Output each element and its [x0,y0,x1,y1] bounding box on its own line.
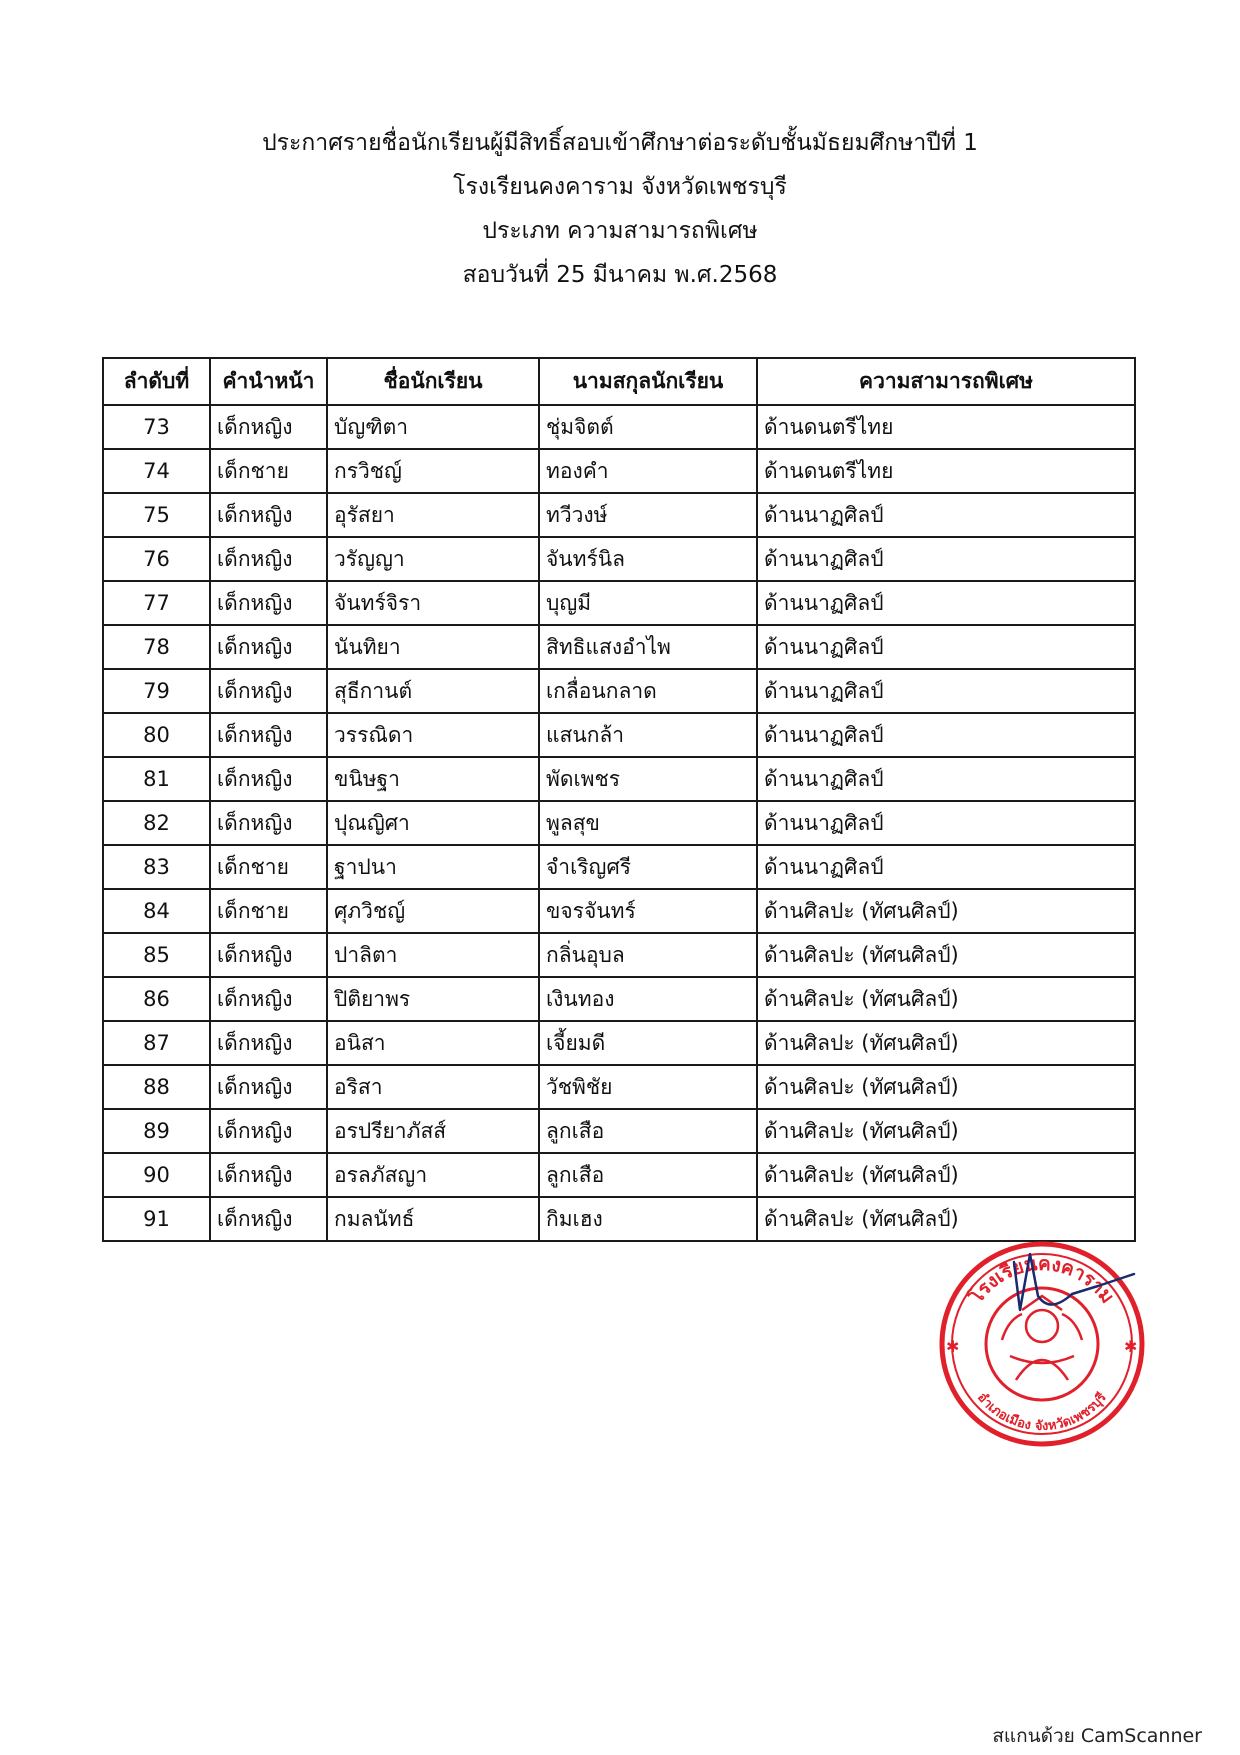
cell-skill: ด้านนาฏศิลป์ [757,669,1135,713]
cell-skill: ด้านนาฏศิลป์ [757,537,1135,581]
announcement-title: ประกาศรายชื่อนักเรียนผู้มีสิทธิ์สอบเข้าศึกษาต่อระดับชั้นมัธยมศึกษาปีที่ 1 [262,130,978,156]
cell-number: 87 [103,1021,210,1065]
cell-surname: ลูกเสือ [539,1109,757,1153]
cell-prefix: เด็กหญิง [210,1197,327,1241]
cell-prefix: เด็กหญิง [210,1021,327,1065]
cell-prefix: เด็กหญิง [210,757,327,801]
cell-name: ปุณญิศา [327,801,539,845]
school-seal [938,1240,1146,1448]
cell-surname: เจี้ยมดี [539,1021,757,1065]
table-row [103,845,1135,889]
table-row [103,757,1135,801]
cell-surname: แสนกล้า [539,713,757,757]
cell-number: 80 [103,713,210,757]
column-header-prefix: คำนำหน้า [210,358,327,405]
cell-prefix: เด็กหญิง [210,493,327,537]
cell-skill: ด้านนาฏศิลป์ [757,493,1135,537]
cell-skill: ด้านศิลปะ (ทัศนศิลป์) [757,889,1135,933]
table-row [103,713,1135,757]
cell-number: 77 [103,581,210,625]
cell-prefix: เด็กชาย [210,889,327,933]
column-header-skill: ความสามารถพิเศษ [757,358,1135,405]
cell-surname: สิทธิแสงอำไพ [539,625,757,669]
table-row [103,801,1135,845]
cell-prefix: เด็กหญิง [210,405,327,449]
cell-skill: ด้านศิลปะ (ทัศนศิลป์) [757,1021,1135,1065]
cell-number: 91 [103,1197,210,1241]
cell-prefix: เด็กชาย [210,449,327,493]
cell-name: ฐาปนา [327,845,539,889]
admission-category: ประเภท ความสามารถพิเศษ [482,218,758,244]
cell-name: อนิสา [327,1021,539,1065]
cell-name: ปิติยาพร [327,977,539,1021]
cell-name: กมลนัทธ์ [327,1197,539,1241]
student-table [102,357,1136,1242]
cell-name: สุธีกานต์ [327,669,539,713]
table-row [103,405,1135,449]
cell-skill: ด้านนาฏศิลป์ [757,581,1135,625]
seal-text-bottom: อำเภอเมือง จังหวัดเพชรบุรี [974,1390,1110,1435]
cell-name: อุรัสยา [327,493,539,537]
table-row [103,889,1135,933]
table-row [103,977,1135,1021]
cell-skill: ด้านดนตรีไทย [757,449,1135,493]
cell-number: 83 [103,845,210,889]
cell-skill: ด้านนาฏศิลป์ [757,801,1135,845]
cell-prefix: เด็กหญิง [210,933,327,977]
cell-skill: ด้านศิลปะ (ทัศนศิลป์) [757,1153,1135,1197]
cell-number: 74 [103,449,210,493]
cell-skill: ด้านดนตรีไทย [757,405,1135,449]
table-row [103,1109,1135,1153]
cell-prefix: เด็กหญิง [210,581,327,625]
table-row [103,669,1135,713]
cell-surname: พัดเพชร [539,757,757,801]
cell-surname: จำเริญศรี [539,845,757,889]
svg-text:✱: ✱ [1124,1337,1138,1356]
cell-surname: ทองคำ [539,449,757,493]
student-table-container [102,357,1136,1242]
cell-prefix: เด็กหญิง [210,537,327,581]
cell-number: 85 [103,933,210,977]
cell-name: จันทร์จิรา [327,581,539,625]
seal-emblem [1002,1296,1082,1380]
cell-name: นันทิยา [327,625,539,669]
cell-prefix: เด็กหญิง [210,977,327,1021]
cell-surname: พูลสุข [539,801,757,845]
cell-number: 81 [103,757,210,801]
cell-number: 90 [103,1153,210,1197]
cell-skill: ด้านศิลปะ (ทัศนศิลป์) [757,1065,1135,1109]
cell-skill: ด้านศิลปะ (ทัศนศิลป์) [757,1197,1135,1241]
cell-number: 75 [103,493,210,537]
cell-name: บัญฑิตา [327,405,539,449]
table-row [103,625,1135,669]
cell-skill: ด้านนาฏศิลป์ [757,625,1135,669]
column-header-name: ชื่อนักเรียน [327,358,539,405]
cell-name: วรรณิดา [327,713,539,757]
cell-surname: บุญมี [539,581,757,625]
cell-name: อรปรียาภัสส์ [327,1109,539,1153]
cell-skill: ด้านนาฏศิลป์ [757,757,1135,801]
cell-surname: เกลื่อนกลาด [539,669,757,713]
table-row [103,933,1135,977]
table-row [103,537,1135,581]
cell-surname: กิมเฮง [539,1197,757,1241]
seal-stars [946,1337,1137,1356]
cell-surname: วัชพิชัย [539,1065,757,1109]
cell-skill: ด้านนาฏศิลป์ [757,713,1135,757]
cell-skill: ด้านนาฏศิลป์ [757,845,1135,889]
cell-surname: ชุ่มจิตต์ [539,405,757,449]
cell-prefix: เด็กชาย [210,845,327,889]
cell-prefix: เด็กหญิง [210,1153,327,1197]
cell-prefix: เด็กหญิง [210,669,327,713]
table-row [103,1021,1135,1065]
cell-surname: ทวีวงษ์ [539,493,757,537]
cell-prefix: เด็กหญิง [210,801,327,845]
cell-prefix: เด็กหญิง [210,625,327,669]
cell-surname: กลิ่นอุบล [539,933,757,977]
cell-skill: ด้านศิลปะ (ทัศนศิลป์) [757,933,1135,977]
cell-name: อริสา [327,1065,539,1109]
cell-number: 89 [103,1109,210,1153]
column-header-number: ลำดับที่ [103,358,210,405]
document-header [0,130,1240,306]
table-row [103,1197,1135,1241]
table-body [103,405,1135,1241]
table-row [103,493,1135,537]
cell-surname: จันทร์นิล [539,537,757,581]
cell-skill: ด้านศิลปะ (ทัศนศิลป์) [757,977,1135,1021]
cell-prefix: เด็กหญิง [210,1065,327,1109]
cell-surname: ขจรจันทร์ [539,889,757,933]
seal-text-top: โรงเรียนคงคาราม [965,1252,1119,1308]
exam-date: สอบวันที่ 25 มีนาคม พ.ศ.2568 [462,262,778,288]
table-header-row [103,358,1135,405]
cell-name: กรวิชญ์ [327,449,539,493]
cell-name: ขนิษฐา [327,757,539,801]
table-row [103,581,1135,625]
cell-number: 78 [103,625,210,669]
cell-number: 73 [103,405,210,449]
school-name: โรงเรียนคงคาราม จังหวัดเพชรบุรี [453,174,787,200]
table-row [103,1153,1135,1197]
svg-text:✱: ✱ [946,1337,960,1356]
cell-skill: ด้านศิลปะ (ทัศนศิลป์) [757,1109,1135,1153]
cell-number: 76 [103,537,210,581]
cell-number: 79 [103,669,210,713]
cell-name: ศุภวิชญ์ [327,889,539,933]
cell-number: 84 [103,889,210,933]
table-row [103,1065,1135,1109]
cell-number: 88 [103,1065,210,1109]
column-header-surname: นามสกุลนักเรียน [539,358,757,405]
cell-prefix: เด็กหญิง [210,713,327,757]
cell-number: 82 [103,801,210,845]
cell-name: ปาลิตา [327,933,539,977]
cell-number: 86 [103,977,210,1021]
cell-surname: เงินทอง [539,977,757,1021]
cell-name: วรัญญา [327,537,539,581]
cell-surname: ลูกเสือ [539,1153,757,1197]
table-row [103,449,1135,493]
cell-prefix: เด็กหญิง [210,1109,327,1153]
scanner-watermark: สแกนด้วย CamScanner [992,1725,1202,1747]
cell-name: อรลภัสญา [327,1153,539,1197]
